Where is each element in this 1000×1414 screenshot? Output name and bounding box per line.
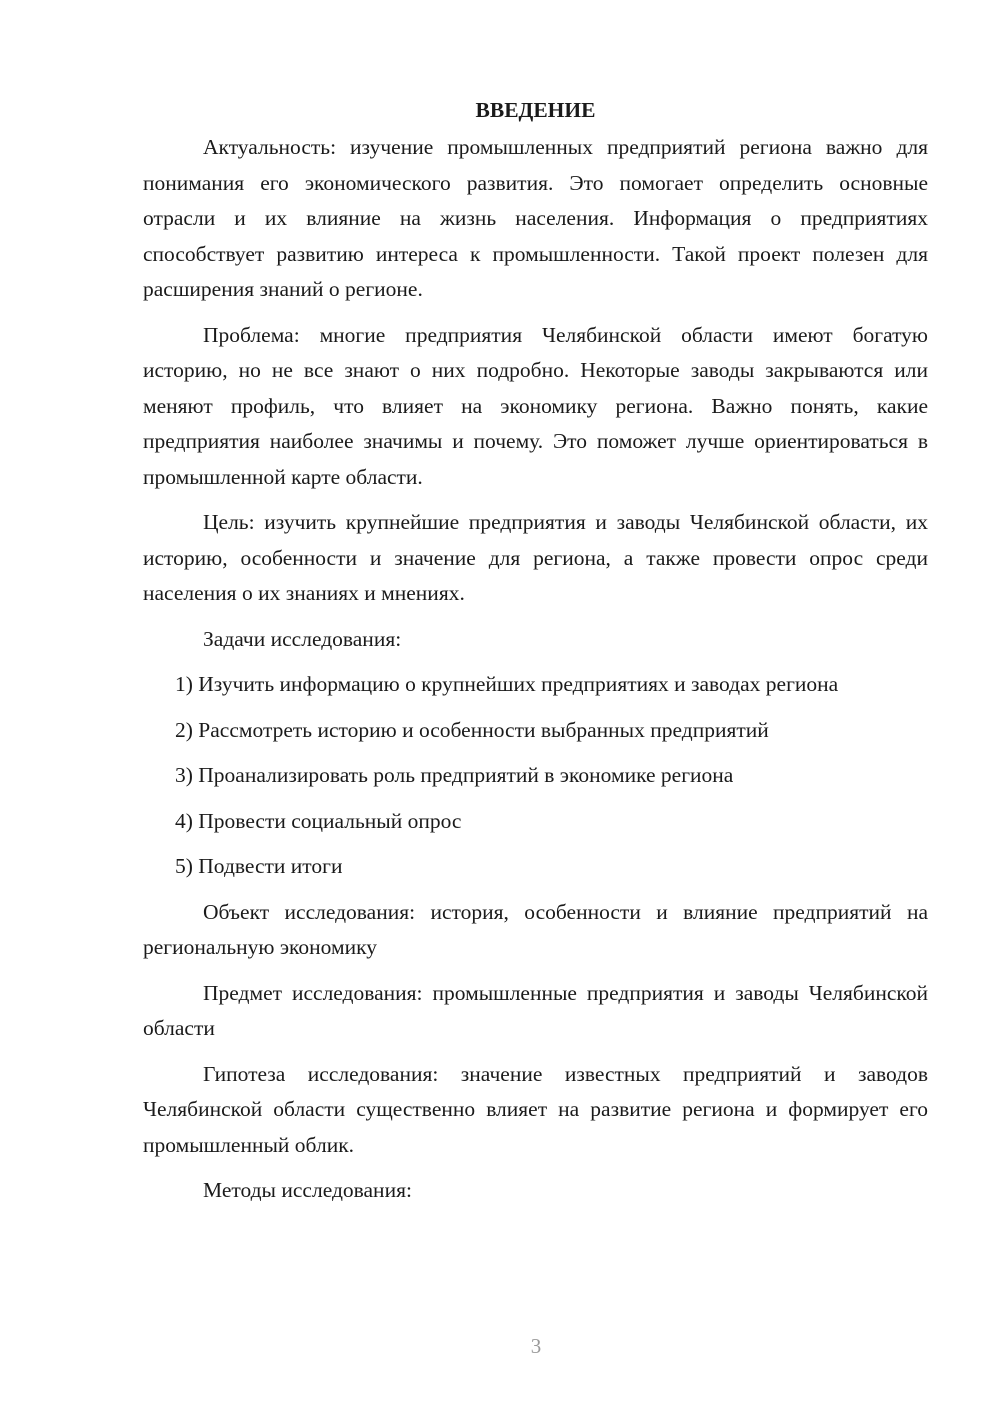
- paragraph-relevance: Актуальность: изучение промышленных предприятий региона важно для понимания его экономического развития. Это помогает определить основные отрасли и их влияние на жизнь населения. Информация о предприятиях способствует развитию интереса к промышленности. Такой проект полезен для расширения знаний о регионе.: [143, 135, 928, 301]
- page-content: [143, 96, 928, 1219]
- page-title: ВВЕДЕНИЕ: [475, 98, 596, 122]
- paragraph-goal: Цель: изучить крупнейшие предприятия и заводы Челябинской области, их историю, особенности и значение для региона, а также провести опрос среди населения о их знаниях и мнениях.: [143, 510, 928, 605]
- list-item: 2) Рассмотреть историю и особенности выбранных предприятий: [175, 717, 769, 742]
- page-number: 3: [530, 1334, 542, 1358]
- paragraph-hypothesis: Гипотеза исследования: значение известных предприятий и заводов Челябинской области существенно влияет на развитие региона и формирует его промышленный облик.: [143, 1061, 928, 1157]
- paragraph-problem: Проблема: многие предприятия Челябинской области имеют богатую историю, но не все знают о них подробно. Некоторые заводы закрываются или меняют профиль, что влияет на экономику региона. Важно понять, какие предприятия наиболее значимы и почему. Это поможет лучше ориентироваться в промышленной карте области.: [143, 322, 928, 489]
- paragraph-subject: Предмет исследования: промышленные предприятия и заводы Челябинской области: [143, 980, 928, 1040]
- list-item: 5) Подвести итоги: [175, 854, 343, 878]
- list-item: 4) Провести социальный опрос: [175, 808, 462, 833]
- list-item: 1) Изучить информацию о крупнейших предприятиях и заводах региона: [175, 672, 839, 696]
- list-item: 3) Проанализировать роль предприятий в экономике региона: [175, 763, 734, 787]
- paragraph-object: Объект исследования: история, особенности и влияние предприятий на региональную экономику: [143, 899, 928, 959]
- tasks-heading: Задачи исследования:: [203, 626, 402, 651]
- methods-heading: Методы исследования:: [203, 1178, 412, 1202]
